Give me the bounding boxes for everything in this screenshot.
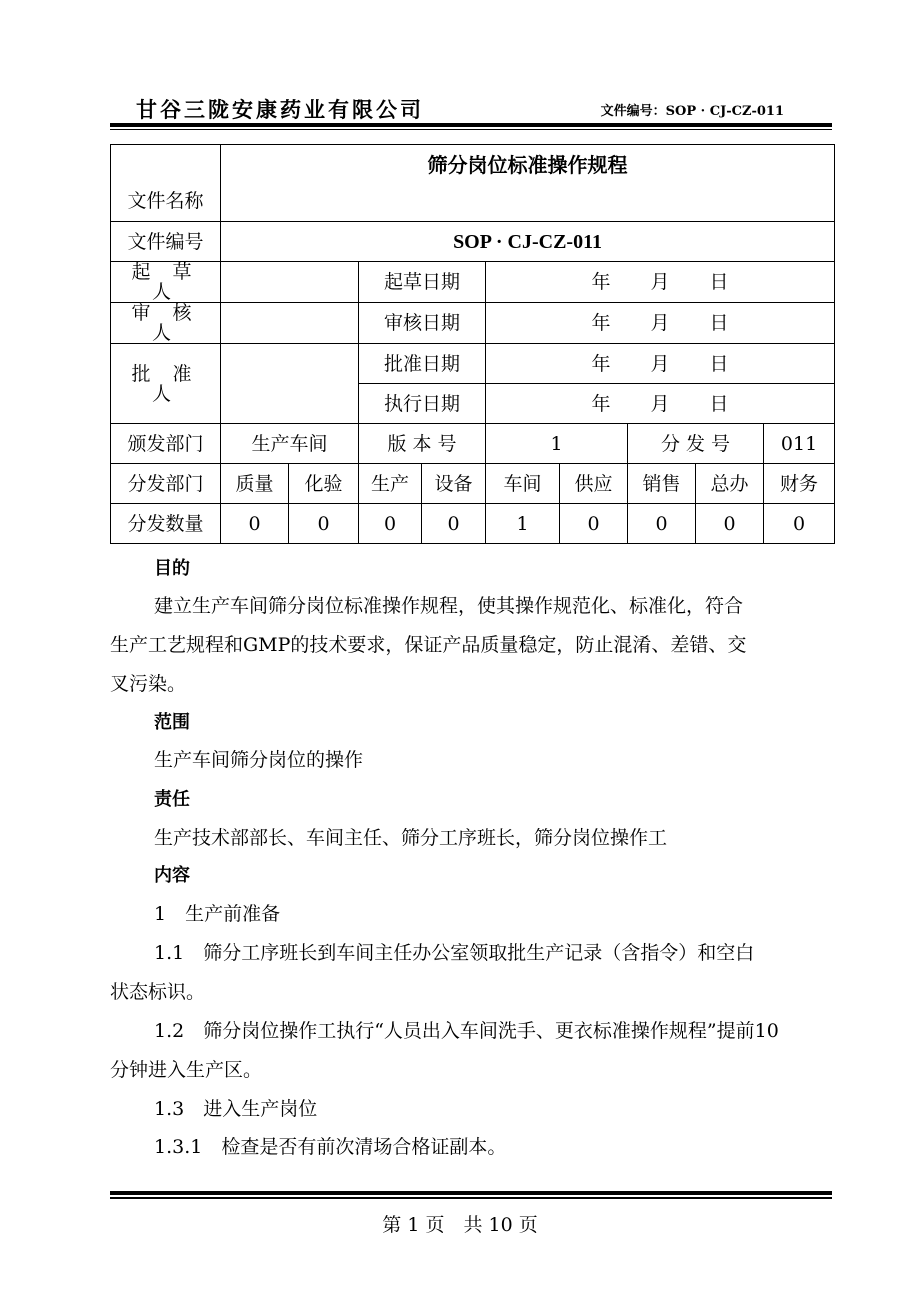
dist-no-value: 011 [764,424,835,464]
responsibility-heading: 责任 [154,789,190,810]
purpose-text-line: 建立生产车间筛分岗位标准操作规程，使其操作规范化、标准化，符合 [154,595,744,617]
dist-dept-cell: 车间 [486,464,560,504]
section-1-3: 1.3 进入生产岗位 [154,1098,318,1120]
year-label: 年 [591,271,611,293]
approve-date-value [486,344,835,384]
approve-date-label: 批准日期 [359,344,486,384]
document-control-table [110,144,835,544]
year-label: 年 [591,392,611,415]
file-name-value: 筛分岗位标准操作规程 [221,145,835,222]
dist-qty-cell: 0 [764,504,835,544]
dist-no-label: 分 发 号 [628,424,764,464]
month-label: 月 [650,271,670,293]
day-label: 日 [709,271,729,293]
version-label: 版 本 号 [359,424,486,464]
dist-qty-cell: 0 [221,504,289,544]
dist-dept-cell: 销售 [628,464,696,504]
section-1-2-line: 分钟进入生产区。 [110,1059,263,1081]
footer-rule-thick [110,1191,832,1195]
section-1-1-line: 状态标识。 [110,981,206,1003]
purpose-text-line: 生产工艺规程和GMP的技术要求，保证产品质量稳定，防止混淆、差错、交 [110,634,747,656]
year-label: 年 [591,312,611,334]
drafter-value [221,262,359,303]
exec-date-label: 执行日期 [359,384,486,424]
file-code-value: SOP · CJ-CZ-011 [221,222,835,262]
header-rule-thick [110,123,832,127]
dist-dept-label: 分发部门 [111,464,221,504]
review-date-value [486,303,835,344]
day-label: 日 [709,352,729,375]
scope-text: 生产车间筛分岗位的操作 [154,749,364,771]
drafter-label: 起 草 人 [111,262,221,303]
dist-qty-cell: 0 [628,504,696,544]
dist-qty-cell: 0 [696,504,764,544]
day-label: 日 [709,312,729,334]
header-doc-number: 文件编号：SOP · CJ-CZ-011 [600,104,784,119]
footer-rule-thin [110,1197,832,1199]
company-name: 甘谷三陇安康药业有限公司 [136,98,424,122]
section-1-3-1: 1.3.1 检查是否有前次清场合格证副本。 [154,1136,507,1158]
section-1-1-line: 1.1 筛分工序班长到车间主任办公室领取批生产记录（含指令）和空白 [154,942,755,964]
page-number: 第 1 页 共 10 页 [382,1214,538,1236]
dist-dept-cell: 设备 [422,464,486,504]
month-label: 月 [650,352,670,375]
year-label: 年 [591,352,611,375]
draft-date-value [486,262,835,303]
header-rule-thin [110,129,832,130]
dist-dept-cell: 质量 [221,464,289,504]
purpose-text-line: 叉污染。 [110,673,187,695]
content-heading: 内容 [154,865,190,886]
dist-dept-cell: 供应 [560,464,628,504]
file-code-label: 文件编号 [111,222,221,262]
dist-qty-cell: 0 [289,504,359,544]
review-date-label: 审核日期 [359,303,486,344]
responsibility-text: 生产技术部部长、车间主任、筛分工序班长，筛分岗位操作工 [154,827,668,849]
exec-date-value [486,384,835,424]
issue-dept-label: 颁发部门 [111,424,221,464]
dist-qty-cell: 0 [422,504,486,544]
approver-label: 批 准 人 [111,344,221,424]
file-name-label: 文件名称 [111,145,221,222]
issue-dept-value: 生产车间 [221,424,359,464]
draft-date-label: 起草日期 [359,262,486,303]
dist-qty-cell: 1 [486,504,560,544]
scope-heading: 范围 [154,712,190,733]
dist-qty-label: 分发数量 [111,504,221,544]
page-header [110,92,832,122]
reviewer-label: 审 核 人 [111,303,221,344]
purpose-heading: 目的 [154,558,190,579]
section-1-2-line: 1.2 筛分岗位操作工执行“人员出入车间洗手、更衣标准操作规程”提前10 [154,1020,779,1042]
version-value: 1 [486,424,628,464]
approver-value [221,344,359,424]
dist-dept-cell: 生产 [359,464,422,504]
month-label: 月 [650,312,670,334]
dist-qty-cell: 0 [359,504,422,544]
dist-dept-cell: 化验 [289,464,359,504]
section-1: 1 生产前准备 [154,903,281,925]
reviewer-value [221,303,359,344]
dist-dept-cell: 总办 [696,464,764,504]
dist-qty-cell: 0 [560,504,628,544]
dist-dept-cell: 财务 [764,464,835,504]
month-label: 月 [650,392,670,415]
day-label: 日 [709,392,729,415]
